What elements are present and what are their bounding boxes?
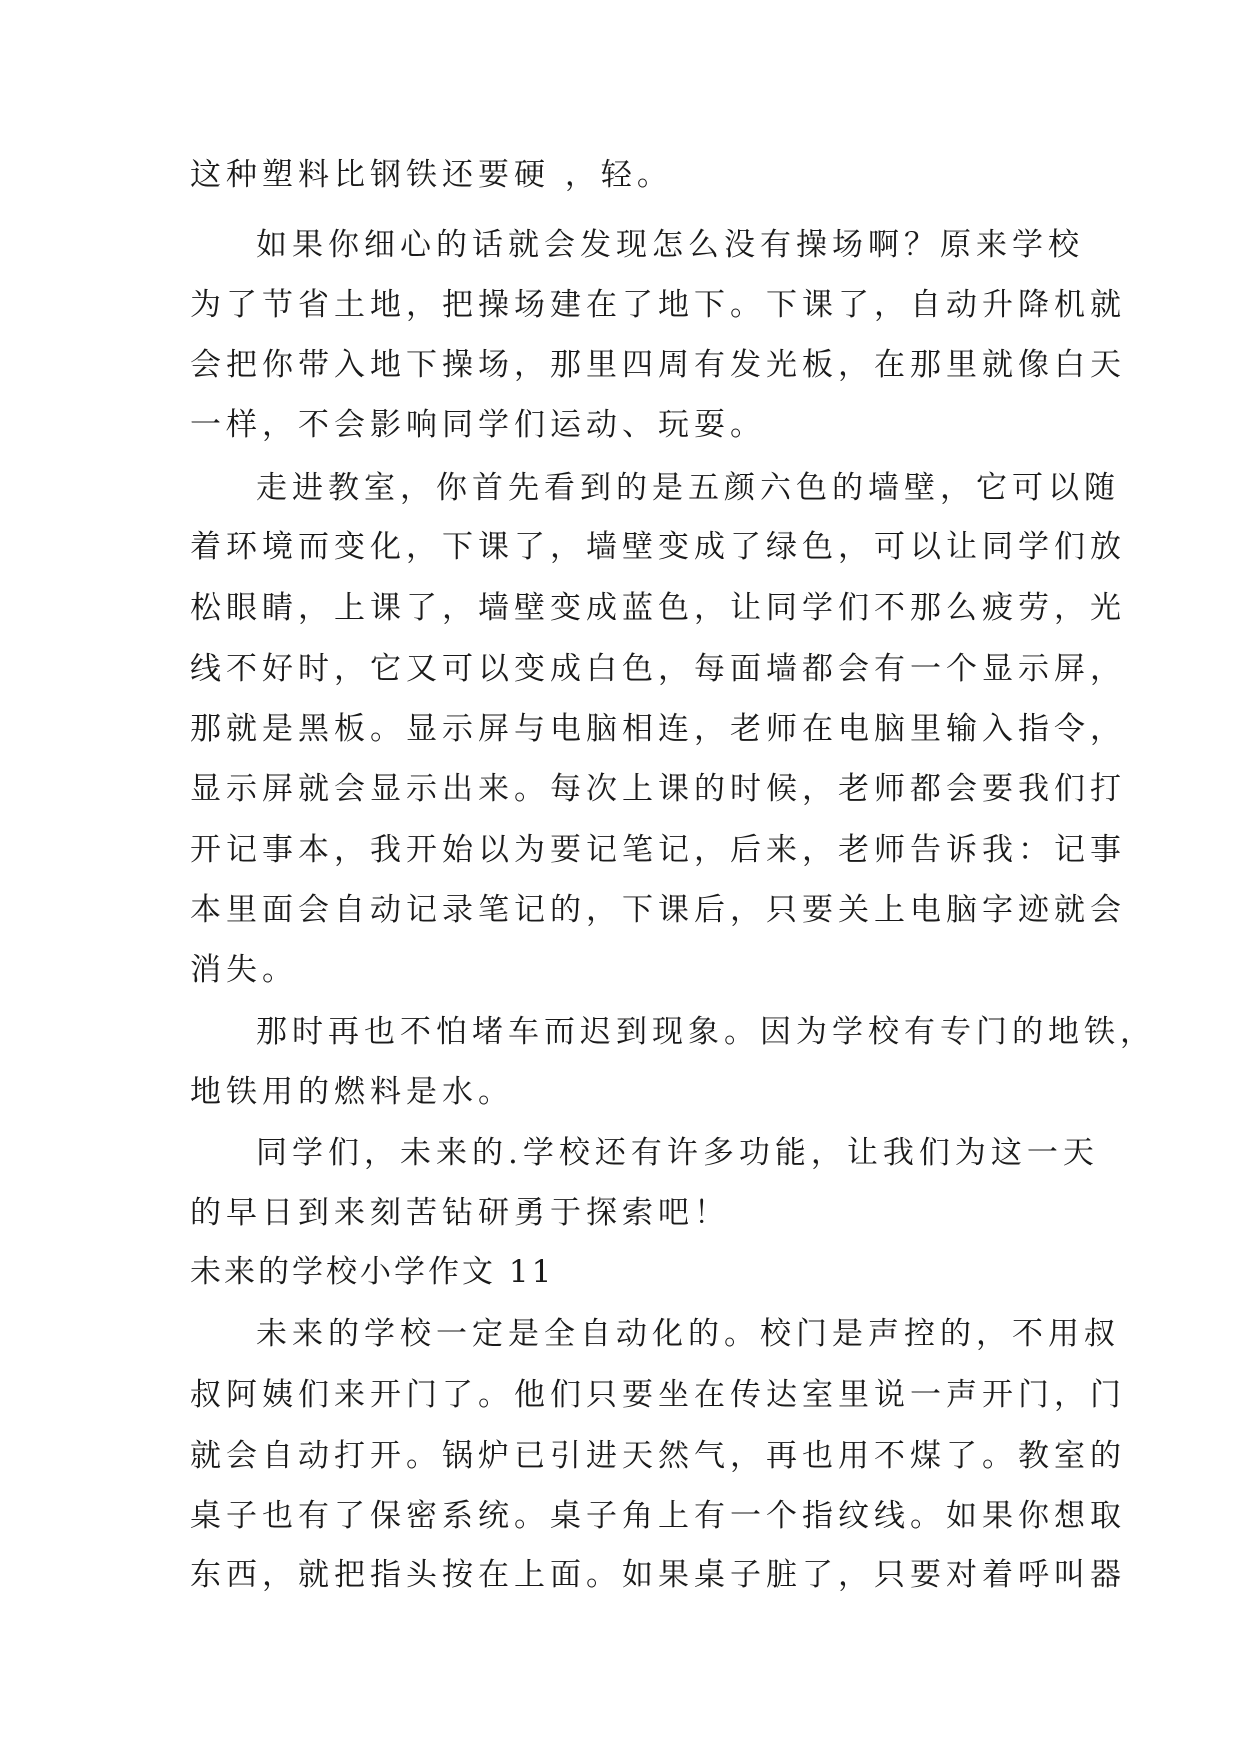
text-line: 就会自动打开。锅炉已引进天然气，再也用不煤了。教室的 xyxy=(190,1438,1126,1474)
text-line: 桌子也有了保密系统。桌子角上有一个指纹线。如果你想取 xyxy=(190,1498,1126,1534)
text-line: 的早日到来刻苦钻研勇于探索吧！ xyxy=(190,1195,730,1231)
paragraph-start-line: 未来的学校一定是全自动化的。校门是声控的，不用叔 xyxy=(256,1316,1120,1352)
text-line: 叔阿姨们来开门了。他们只要坐在传达室里说一声开门，门 xyxy=(190,1377,1126,1413)
text-line: 着环境而变化，下课了，墙壁变成了绿色，可以让同学们放 xyxy=(190,529,1126,565)
text-line: 消失。 xyxy=(190,952,298,988)
paragraph-start-line: 那时再也不怕堵车而迟到现象。因为学校有专门的地铁， xyxy=(256,1014,1156,1050)
paragraph-start-line: 走进教室，你首先看到的是五颜六色的墙壁，它可以随 xyxy=(256,470,1120,506)
text-line: 那就是黑板。显示屏与电脑相连，老师在电脑里输入指令， xyxy=(190,711,1126,747)
text-line: 松眼睛，上课了，墙壁变成蓝色，让同学们不那么疲劳，光 xyxy=(190,590,1126,626)
text-line: 这种塑料比钢铁还要硬 ，轻。 xyxy=(190,157,673,193)
paragraph-start-line: 如果你细心的话就会发现怎么没有操场啊？原来学校 xyxy=(256,227,1084,263)
section-heading: 未来的学校小学作文 11 xyxy=(190,1254,555,1290)
text-line: 东西，就把指头按在上面。如果桌子脏了，只要对着呼叫器 xyxy=(190,1557,1126,1593)
text-line: 为了节省土地，把操场建在了地下。下课了，自动升降机就 xyxy=(190,287,1126,323)
text-line: 显示屏就会显示出来。每次上课的时候，老师都会要我们打 xyxy=(190,771,1126,807)
text-line: 会把你带入地下操场，那里四周有发光板，在那里就像白天 xyxy=(190,347,1126,383)
text-line: 本里面会自动记录笔记的，下课后，只要关上电脑字迹就会 xyxy=(190,892,1126,928)
text-line: 地铁用的燃料是水。 xyxy=(190,1074,514,1110)
paragraph-start-line: 同学们，未来的.学校还有许多功能，让我们为这一天 xyxy=(256,1135,1099,1171)
text-line: 一样，不会影响同学们运动、玩耍。 xyxy=(190,407,766,443)
text-line: 线不好时，它又可以变成白色，每面墙都会有一个显示屏， xyxy=(190,651,1126,687)
text-line: 开记事本，我开始以为要记笔记，后来，老师告诉我：记事 xyxy=(190,832,1126,868)
